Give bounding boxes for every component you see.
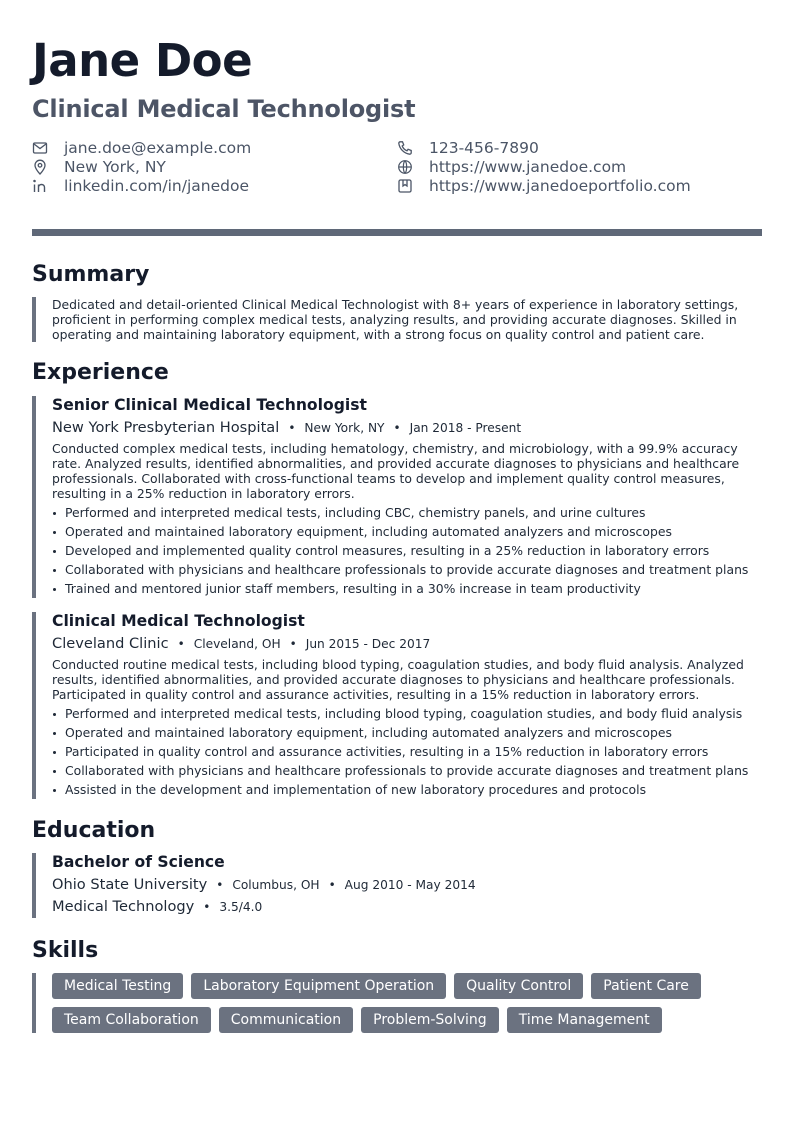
skill-chip: Quality Control [454,973,583,999]
separator-dot: • [216,878,224,892]
job-dates: Jan 2018 - Present [409,421,522,435]
list-item: Participated in quality control and assurance activities, resulting in a 15% reduction in laboratory errors [52,742,757,761]
candidate-name: Jane Doe [32,34,253,87]
job-location: New York, NY [304,421,385,435]
skill-chip: Team Collaboration [52,1007,211,1033]
email-text: jane.doe@example.com [64,138,252,157]
job-title: Clinical Medical Technologist [52,612,305,630]
experience-heading: Experience [32,360,169,385]
job-entry [52,395,757,598]
portfolio-text: https://www.janedoeportfolio.com [429,176,691,195]
skills-heading: Skills [32,938,99,963]
skill-chip: Laboratory Equipment Operation [191,973,446,999]
summary-text: Dedicated and detail-oriented Clinical Medical Technologist with 8+ years of experience in laboratory settings, proficient in performing complex medical tests, analyzing results, and providing accurate diagnoses. Skilled in operating and maintaining laboratory equipment, with a strong focus on quality control and patient care. [52,297,739,342]
job-meta [52,634,757,654]
education-dates: Aug 2010 - May 2014 [344,878,476,892]
summary-heading: Summary [32,262,150,287]
linkedin-icon [32,178,48,194]
mail-icon [32,140,48,156]
job-bullets [52,503,757,598]
separator-dot: • [288,421,296,435]
contact-portfolio[interactable] [397,176,691,195]
skill-chip: Time Management [507,1007,662,1033]
skill-chip: Patient Care [591,973,701,999]
job-1-bar [32,396,36,598]
website-text: https://www.janedoe.com [429,157,627,176]
skills-list [52,973,752,1033]
job-location: Cleveland, OH [193,637,281,651]
map-pin-icon [32,159,48,175]
skill-chip: Problem-Solving [361,1007,499,1033]
education-entry [52,852,757,917]
candidate-role: Clinical Medical Technologist [32,95,416,123]
list-item: Trained and mentored junior staff members, resulting in a 30% increase in team productivity [52,579,757,598]
contact-linkedin[interactable] [32,176,249,195]
linkedin-text: linkedin.com/in/janedoe [64,176,249,195]
separator-dot: • [177,637,185,651]
contact-info [32,138,762,198]
job-entry [52,611,757,799]
list-item: Performed and interpreted medical tests, including CBC, chemistry panels, and urine cultures [52,503,757,522]
separator-dot: • [289,637,297,651]
education-meta [52,875,757,895]
job-dates: Jun 2015 - Dec 2017 [305,637,431,651]
education-degree: Bachelor of Science [52,853,225,871]
separator-dot: • [393,421,401,435]
education-field-row [52,897,757,917]
job-meta [52,418,757,438]
job-bullets [52,704,757,799]
job-company: Cleveland Clinic [52,635,169,652]
location-text: New York, NY [64,157,166,176]
phone-text: 123-456-7890 [429,138,539,157]
skill-chip: Communication [219,1007,353,1033]
header-divider [32,229,762,236]
education-school: Ohio State University [52,876,208,893]
education-heading: Education [32,818,156,843]
summary-bar [32,297,36,342]
job-company: New York Presbyterian Hospital [52,419,280,436]
education-location: Columbus, OH [232,878,320,892]
separator-dot: • [328,878,336,892]
list-item: Developed and implemented quality control measures, resulting in a 25% reduction in laboratory errors [52,541,757,560]
list-item: Operated and maintained laboratory equipment, including automated analyzers and microscopes [52,723,757,742]
list-item: Assisted in the development and implementation of new laboratory procedures and protocols [52,780,757,799]
contact-email[interactable] [32,138,251,157]
separator-dot: • [203,900,211,914]
phone-icon [397,140,413,156]
job-description: Conducted routine medical tests, including blood typing, coagulation studies, and body fluid analysis. Analyzed results, identified abnormalities, and provided accurate diagnoses to physicians and healthcare professionals. Participated in quality control and assurance activities, resulting in a 15% reduction in laboratory errors. [52,657,744,702]
education-gpa: 3.5/4.0 [219,900,263,914]
skills-block [52,973,757,1033]
job-title: Senior Clinical Medical Technologist [52,396,367,414]
contact-phone[interactable] [397,138,539,157]
bookmark-icon [397,178,413,194]
list-item: Collaborated with physicians and healthcare professionals to provide accurate diagnoses and treatment plans [52,560,757,579]
list-item: Performed and interpreted medical tests, including blood typing, coagulation studies, and body fluid analysis [52,704,757,723]
contact-location [32,157,166,176]
list-item: Collaborated with physicians and healthcare professionals to provide accurate diagnoses and treatment plans [52,761,757,780]
summary-block [52,297,757,342]
education-field: Medical Technology [52,898,195,915]
education-bar [32,853,36,918]
skill-chip: Medical Testing [52,973,183,999]
contact-website[interactable] [397,157,626,176]
globe-icon [397,159,413,175]
job-2-bar [32,612,36,799]
job-description: Conducted complex medical tests, including hematology, chemistry, and microbiology, with a 99.9% accuracy rate. Analyzed results, identified abnormalities, and provided accurate diagnoses to physicians and healthcare professionals. Collaborated with cross-functional teams to develop and implement quality control measures, resulting in a 25% reduction in laboratory errors. [52,441,740,501]
skills-bar [32,973,36,1033]
list-item: Operated and maintained laboratory equipment, including automated analyzers and microscopes [52,522,757,541]
